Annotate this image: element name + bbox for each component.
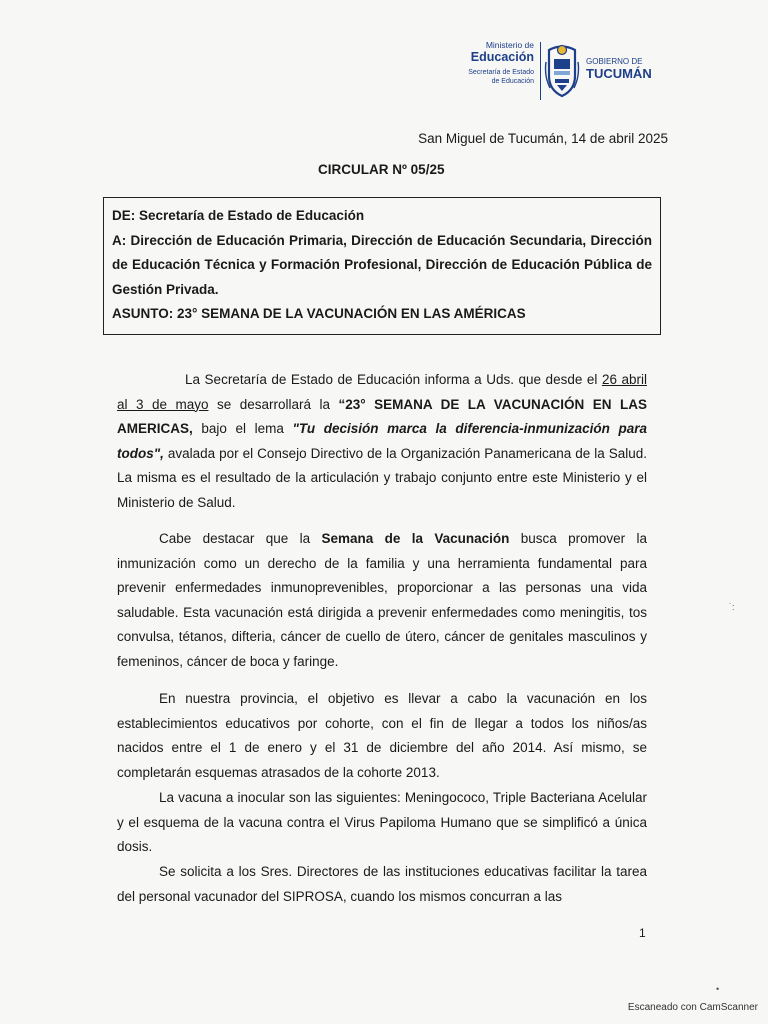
p5-text: Se solicita a los Sres. Directores de las instituciones educativas facilitar la tarea del personal vacunador del SIPROSA, cuando los mismos concurran a las (117, 864, 647, 904)
p1-text-1: La Secretaría de Estado de Educación informa a Uds. que desde el (185, 372, 602, 387)
p3-text: En nuestra provincia, el objetivo es llevar a cabo la vacunación en los establecimientos educativos por cohorte, con el fin de llegar a todos los niños/as nacidos entre el 1 de enero y el 31 de diciembre del año 2014. Así mismo, se completarán esquemas atrasados de la cohorte 2013. (117, 691, 647, 780)
ministry-name: Educación (470, 50, 534, 64)
paragraph-1 (117, 368, 647, 515)
scan-dot: • (716, 984, 720, 994)
tucuman-label: TUCUMÁN (586, 66, 652, 81)
circular-title: CIRCULAR Nº 05/25 (318, 162, 445, 177)
tucuman-seal-icon (544, 42, 580, 98)
letterhead (448, 40, 658, 102)
secretaria-line-1: Secretaría de Estado (468, 69, 534, 76)
p1-dates: 26 abril al 3 de mayo (117, 372, 647, 412)
p1-text-3: se desarrollará la (208, 396, 339, 412)
p2-highlight: Semana de la Vacunación (321, 531, 510, 546)
gobierno-block (586, 57, 652, 81)
gobierno-label: GOBIERNO DE (586, 57, 643, 66)
header-box (103, 197, 661, 335)
paragraph-5 (117, 860, 647, 909)
letterhead-divider (540, 42, 541, 100)
p1-text-5: bajo el lema (192, 421, 293, 436)
p2-text-3: busca promover la inmunización como un derecho de la familia y una herramienta fundamental para prevenir enfermedades inmunoprevenibles, proporcionar a las personas una vida saludable. Esta vacunación está dirigida a prevenir enfermedades como meningitis, tos convulsa, tétanos, difteria, cáncer de cuello de útero, cáncer de genitales masculinos y femeninos, cáncer de boca y faringe. (117, 531, 647, 669)
date-line: San Miguel de Tucumán, 14 de abril 2025 (418, 131, 668, 146)
p1-slogan: "Tu decisión marca la diferencia-inmunización para todos", (117, 421, 648, 461)
p2-text-1: Cabe destacar que la (159, 531, 322, 546)
to-line: A: Dirección de Educación Primaria, Dirección de Educación Secundaria, Dirección de Educación Técnica y Formación Profesional, Dirección de Educación Pública de Gestión Privada. (112, 232, 652, 297)
ministry-small-label: Ministerio de (485, 40, 534, 50)
p1-text-7: avalada por el Consejo Directivo de la Organización Panamericana de la Salud. La misma es el resultado de la articulación y trabajo conjunto entre este Ministerio y el Ministerio de Salud. (117, 445, 647, 510)
paragraph-2 (117, 527, 647, 674)
paragraph-4 (117, 786, 647, 860)
secretaria-line-2: de Educación (491, 78, 534, 85)
subject-line: ASUNTO: 23° SEMANA DE LA VACUNACIÓN EN LAS AMÉRICAS (112, 306, 526, 321)
from-line: DE: Secretaría de Estado de Educación (112, 208, 365, 223)
p1-event-name: “23° SEMANA DE LA VACUNACIÓN EN LAS AMERICAS, (117, 396, 647, 436)
paragraph-3 (117, 687, 647, 785)
ministry-block (458, 40, 534, 86)
scanner-footer: Escaneado con CamScanner (627, 1002, 758, 1013)
page-number: 1 (639, 926, 646, 940)
scan-mark: ˙: (729, 602, 735, 612)
p4-text: La vacuna a inocular son las siguientes: Meningococo, Triple Bacteriana Acelular y el esquema de la vacuna contra el Virus Papiloma Humano que se simplificó a única dosis. (117, 790, 647, 854)
